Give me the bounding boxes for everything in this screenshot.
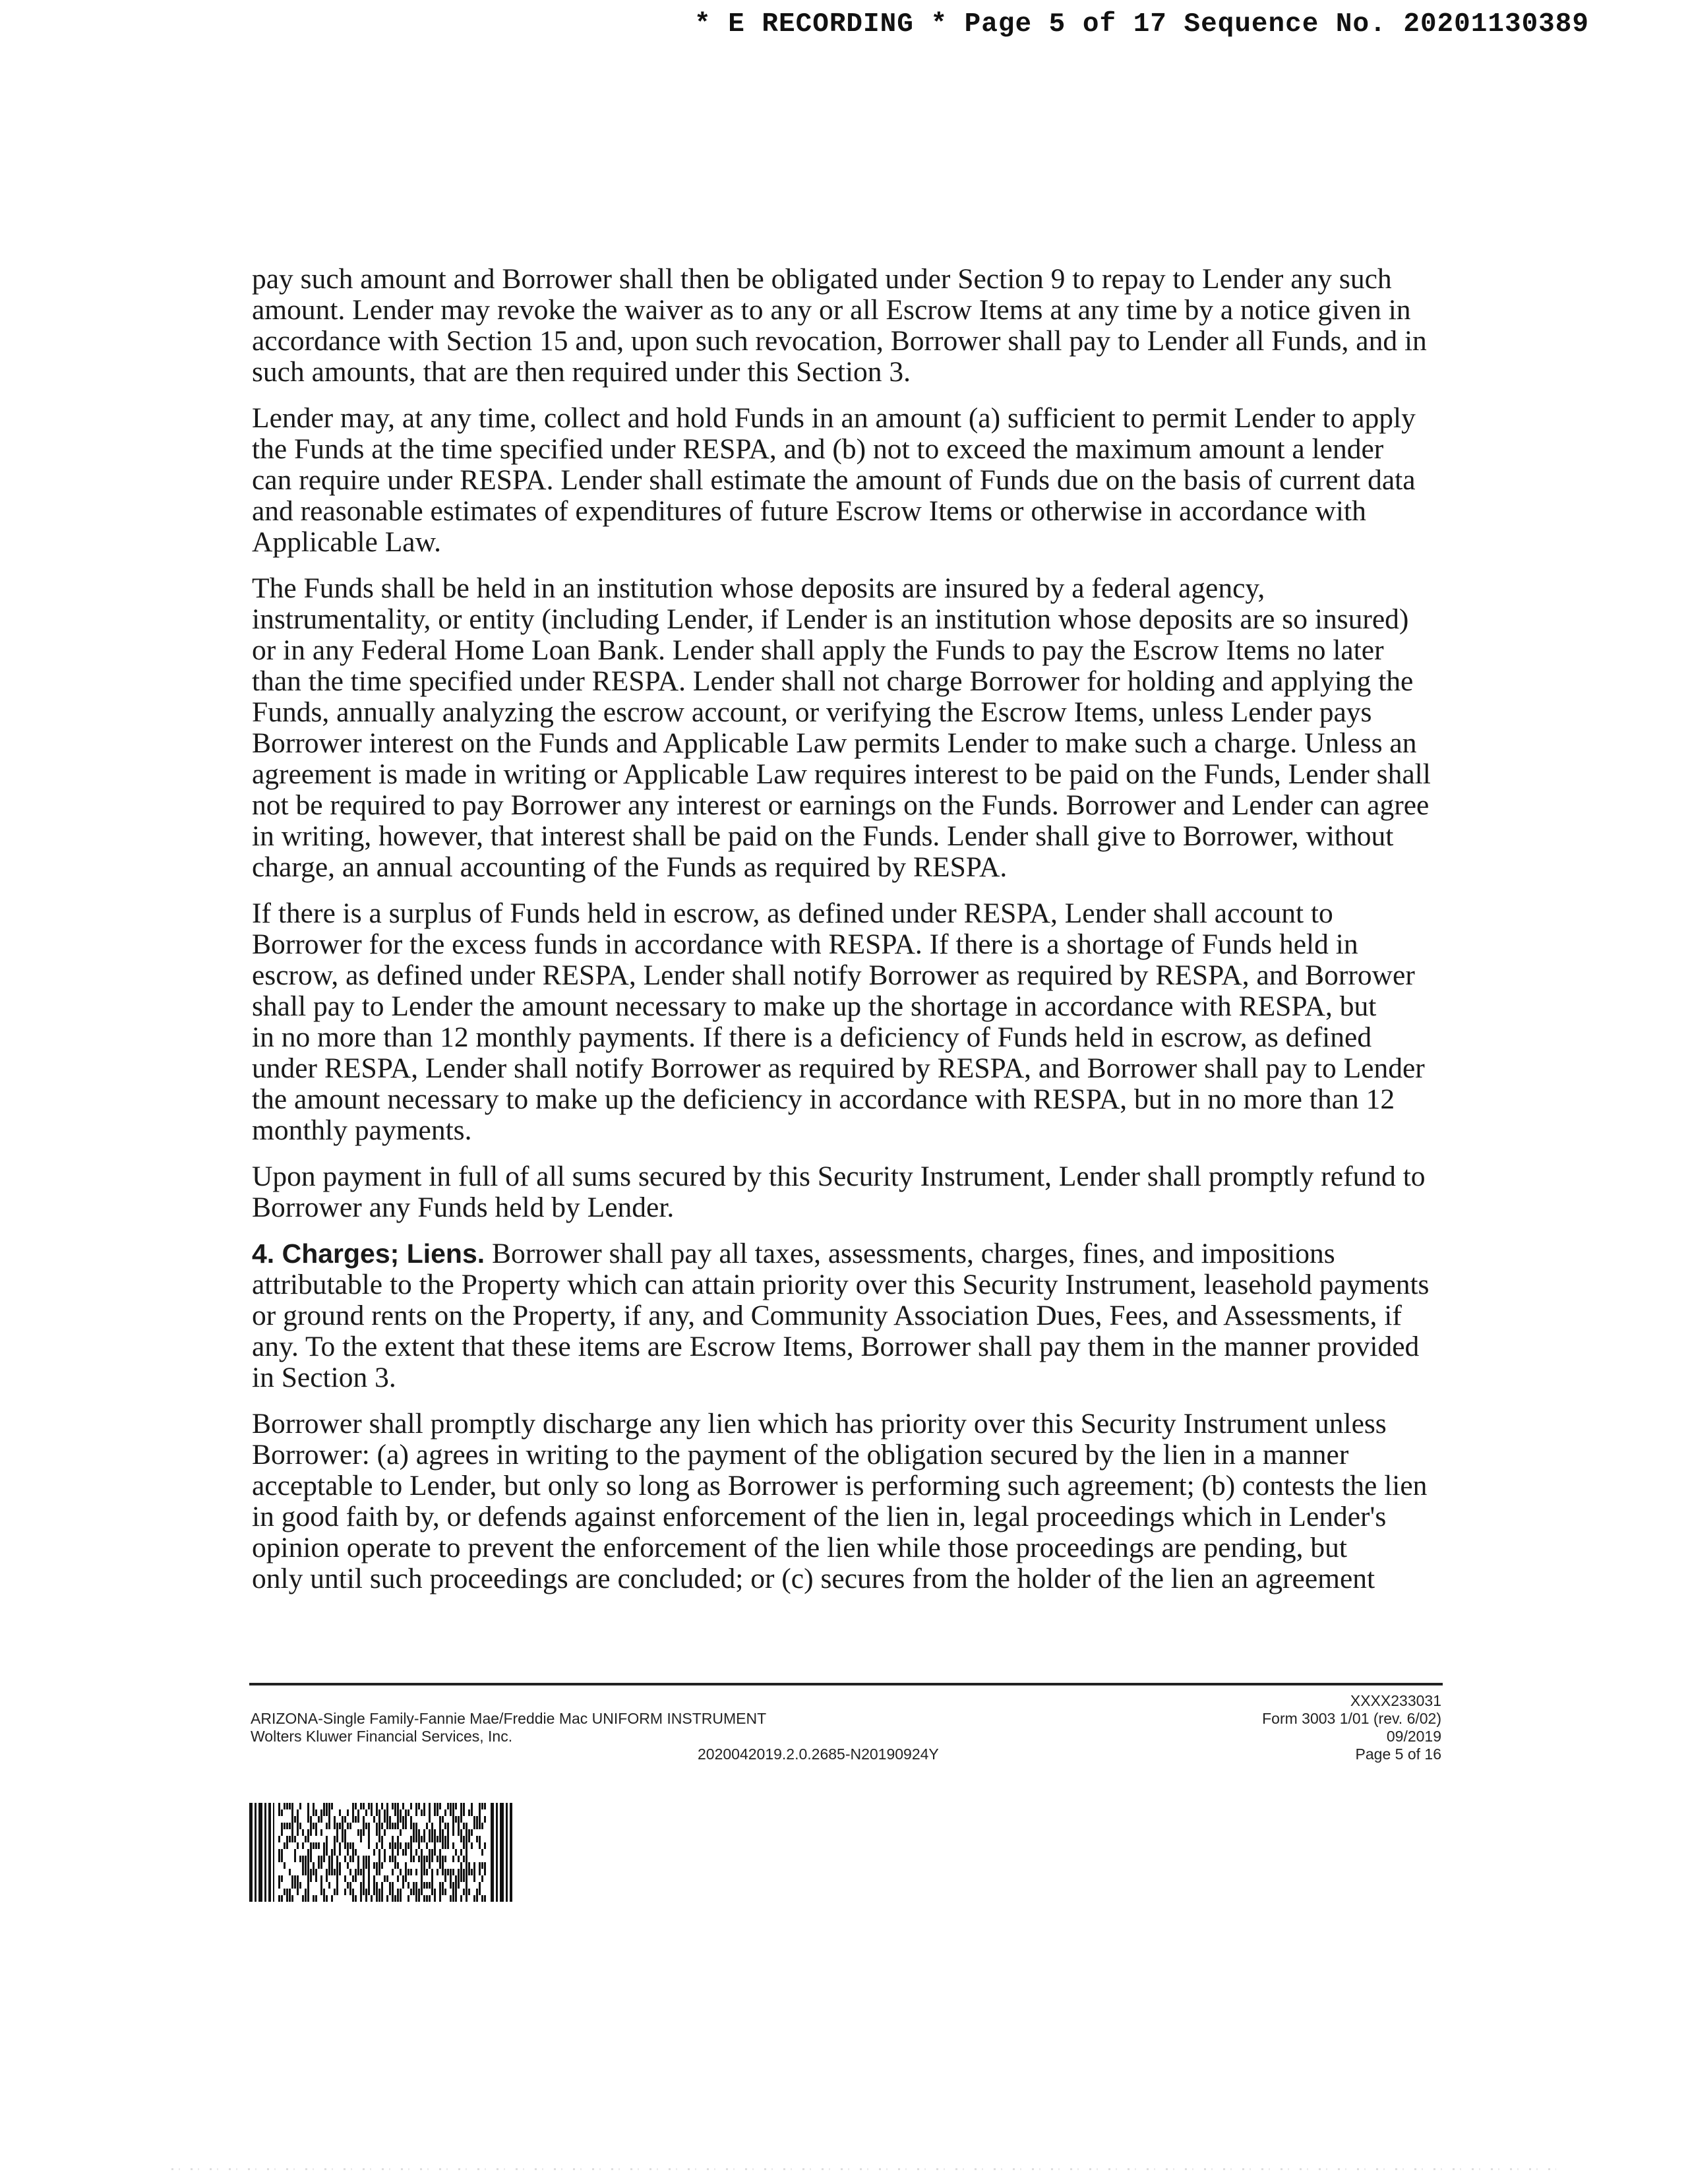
paragraph-surplus-shortage: If there is a surplus of Funds held in escrow, as defined under RESPA, Lender shall account to Borrower for the excess funds in accordance with RESPA. If there is a shortage of Funds held in escrow, as defined under RESPA, Lender shall notify Borrower as required by RESPA, and Borrower shall pay to Lender the amount necessary to make up the shortage in accordance with RESPA, but in no more than 12 monthly payments. If there is a deficiency of Funds held in escrow, as defined under RESPA, Lender shall notify Borrower as required by RESPA, and Borrower shall pay to Lender the amount necessary to make up the deficiency in accordance with RESPA, but in no more than 12 monthly payments.: [252, 897, 1425, 1146]
footer-left: [251, 1710, 766, 1745]
footer-loan-number: XXXX233031: [1350, 1692, 1441, 1709]
footer-divider: [249, 1683, 1443, 1685]
paragraph-discharge-lien: Borrower shall promptly discharge any lien which has priority over this Security Instrument unless Borrower: (a) agrees in writing to the payment of the obligation secured by the lien in a manner acceptable to Lender, but only so long as Borrower is performing such agreement; (b) contests the lien in good faith by, or defends against enforcement of the lien in, legal proceedings which in Lender's opinion operate to prevent the enforcement of the lien while those proceedings are pending, but only until such proceedings are concluded; or (c) secures from the holder of the lien an agreement: [252, 1408, 1428, 1594]
footer-instrument-line: ARIZONA-Single Family-Fannie Mae/Freddie Mac UNIFORM INSTRUMENT: [251, 1710, 767, 1727]
paragraph-escrow-waiver: pay such amount and Borrower shall then be obligated under Section 9 to repay to Lender any such amount. Lender may revoke the waiver as to any or all Escrow Items at any time by a notice given in accordance with Section 15 and, upon such revocation, Borrower shall pay to Lender all Funds, and in such amounts, that are then required under this Section 3.: [252, 263, 1427, 388]
footer-page-label: Page 5 of 16: [1355, 1745, 1441, 1763]
section-4-text: Borrower shall pay all taxes, assessments, charges, fines, and impositions attributable to the Property which can attain priority over this Security Instrument, leasehold payments or ground rents on the Property, if any, and Community Association Dues, Fees, and Assessments, if any. To the extent that these items are Escrow Items, Borrower shall pay them in the manner provided in Section 3.: [252, 1238, 1430, 1393]
footer-right: [1262, 1692, 1441, 1763]
recording-header: * E RECORDING * Page 5 of 17 Sequence No. 20201130389: [694, 9, 1589, 40]
footer-publisher-line: Wolters Kluwer Financial Services, Inc.: [251, 1728, 513, 1745]
section-4-heading: 4. Charges; Liens.: [252, 1238, 485, 1269]
footer-form-date: 09/2019: [1386, 1728, 1441, 1745]
paragraph-collect-funds: Lender may, at any time, collect and hold Funds in an amount (a) sufficient to permit Lender to apply the Funds at the time specified under RESPA, and (b) not to exceed the maximum amount a lender can require under RESPA. Lender shall estimate the amount of Funds due on the basis of current data and reasonable estimates of expenditures of future Escrow Items or otherwise in accordance with Applicable Law.: [252, 402, 1416, 558]
document-body: [252, 264, 1452, 1610]
paragraph-funds-held: The Funds shall be held in an institution whose deposits are insured by a federal agency, instrumentality, or entity (including Lender, if Lender is an institution whose deposits are so insured) or in any Federal Home Loan Bank. Lender shall apply the Funds to pay the Escrow Items no later than the time specified under RESPA. Lender shall not charge Borrower for holding and applying the Funds, annually analyzing the escrow account, or verifying the Escrow Items, unless Lender pays Borrower interest on the Funds and Applicable Law permits Lender to make such a charge. Unless an agreement is made in writing or Applicable Law requires interest to be paid on the Funds, Lender shall not be required to pay Borrower any interest or earnings on the Funds. Borrower and Lender can agree in writing, however, that interest shall be paid on the Funds. Lender shall give to Borrower, without charge, an annual accounting of the Funds as required by RESPA.: [252, 572, 1431, 883]
footer-doc-code: 2020042019.2.0.2685-N20190924Y: [698, 1745, 939, 1763]
barcode-image: [249, 1803, 514, 1902]
paragraph-refund: Upon payment in full of all sums secured by this Security Instrument, Lender shall promptly refund to Borrower any Funds held by Lender.: [252, 1161, 1426, 1223]
scan-artifact: [171, 2168, 1556, 2170]
paragraph-charges-liens: [252, 1238, 1452, 1393]
footer-form-number: Form 3003 1/01 (rev. 6/02): [1262, 1710, 1441, 1727]
